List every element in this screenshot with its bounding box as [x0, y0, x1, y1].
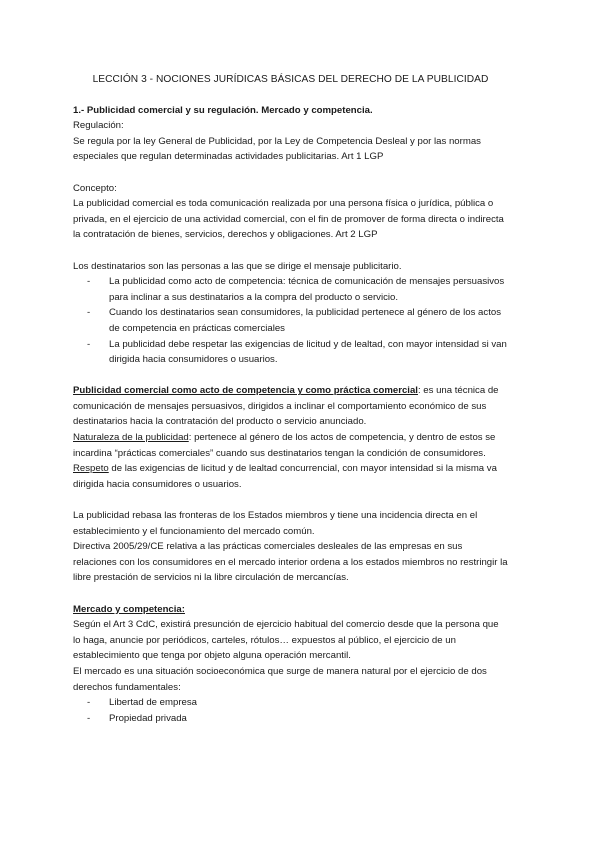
mercado-definicion-paragraph: El mercado es una situación socioeconómica que surge de manera natural por el ejercicio de dos derechos fundamentales: — [73, 665, 487, 693]
acto-competencia-text: : es una técnica de comunicación de mensajes persuasivos, dirigidos a inclinar el comportamiento económico de sus destinatarios hacia la contratación del producto o servicio anunciado. — [73, 385, 499, 428]
respeto-text: de las exigencias de licitud y de lealtad concurrencial, con mayor intensidad si la misma va dirigida hacia consumidores o usuarios. — [73, 463, 497, 490]
respeto-paragraph — [73, 461, 508, 492]
list-item: - La publicidad debe respetar las exigencias de licitud y de lealtad, con mayor intensidad si van dirigida hacia consumidores o usuarios. — [87, 337, 508, 368]
fronteras-paragraph: La publicidad rebasa las fronteras de los Estados miembros y tiene una incidencia directa en el establecimiento y el funcionamiento del mercado común. — [73, 510, 478, 537]
concepto-label: Concepto: — [73, 182, 117, 194]
acto-competencia-lead: Publicidad comercial como acto de competencia y como práctica comercial — [73, 385, 418, 397]
naturaleza-text: : pertenece al género de los actos de competencia, y dentro de estos se incardina “prácticas comerciales” cuando sus destinatarios tengan la condición de consumidores. — [73, 432, 496, 459]
mercado-art3-paragraph: Según el Art 3 CdC, existirá presunción de ejercicio habitual del comercio desde que la persona que lo haga, anuncie por periódicos, carteles, rótulos… expuestos al público, el ejercicio de un establecimiento que tenga por objeto alguna operación mercantil. — [73, 619, 499, 662]
derechos-bullet-list — [73, 695, 508, 726]
regulacion-paragraph: Se regula por la ley General de Publicidad, por la Ley de Competencia Desleal y por las normas especiales que regulan determinadas actividades publicitarias. Art 1 LGP — [73, 135, 481, 163]
concepto-paragraph: La publicidad comercial es toda comunicación realizada por una persona física o jurídica, pública o privada, en el ejercicio de una actividad comercial, con el fin de promover de forma directa o indirecta la contratación de bienes, servicios, derechos y obligaciones. Art 2 LGP — [73, 198, 504, 241]
directiva-paragraph: Directiva 2005/29/CE relativa a las prácticas comerciales desleales de las empresas en sus relaciones con los consumidores en el mercado interior ordena a los estados miembros no restringir la libre prestación de servicios ni la libre circulación de mercancías. — [73, 541, 508, 584]
list-item: - Propiedad privada — [87, 711, 508, 727]
section-heading-mercado: Mercado y competencia: — [73, 603, 185, 615]
naturaleza-paragraph — [73, 430, 508, 461]
list-item: - La publicidad como acto de competencia: técnica de comunicación de mensajes persuasivos para inclinar a sus destinatarios a la compra del producto o servicio. — [87, 274, 508, 305]
publicidad-bullet-list — [73, 274, 508, 368]
list-item: - Cuando los destinatarios sean consumidores, la publicidad pertenece al género de los actos de competencia en prácticas comerciales — [87, 305, 508, 336]
destinatarios-paragraph: Los destinatarios son las personas a las que se dirige el mensaje publicitario. — [73, 260, 402, 272]
naturaleza-label: Naturaleza de la publicidad — [73, 432, 189, 444]
list-item: - Libertad de empresa — [87, 695, 508, 711]
page-title: LECCIÓN 3 - NOCIONES JURÍDICAS BÁSICAS DEL DERECHO DE LA PUBLICIDAD — [92, 74, 489, 85]
respeto-label: Respeto — [73, 463, 109, 475]
regulacion-label: Regulación: — [73, 120, 124, 132]
acto-competencia-paragraph — [73, 383, 508, 430]
section-heading-publicidad-comercial: 1.- Publicidad comercial y su regulación. Mercado y competencia. — [73, 104, 373, 116]
